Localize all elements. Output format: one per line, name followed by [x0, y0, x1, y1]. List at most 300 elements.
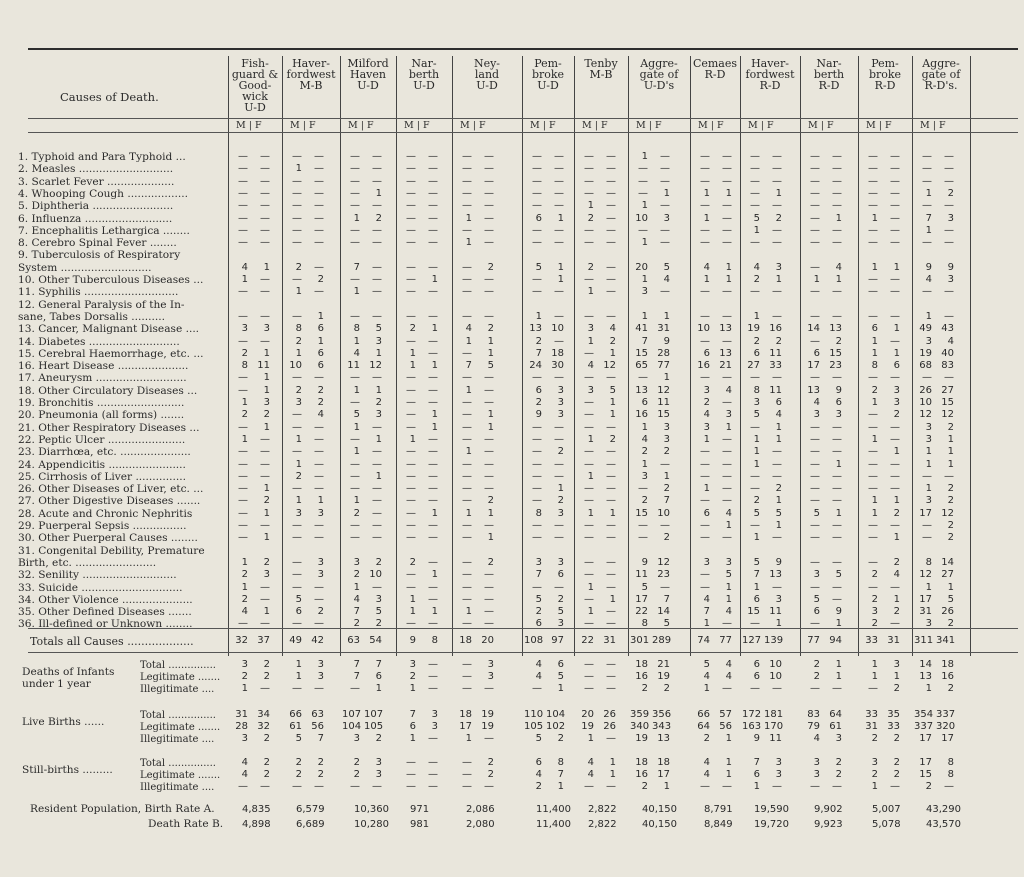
cell-m: 13 [529, 323, 542, 335]
cell-m: 4 [241, 606, 248, 618]
cell-f: — [832, 187, 842, 199]
cell-f: 2 [487, 769, 494, 780]
cell-f: — [722, 446, 732, 458]
cell-f: — [722, 470, 732, 482]
cell-m: 2 [703, 733, 710, 744]
cell-f: — [484, 520, 494, 531]
cell-m: 1 [871, 433, 878, 445]
cell-m: — [238, 372, 248, 384]
cell-m: — [868, 683, 878, 694]
cell-m: 8 [241, 360, 248, 372]
cell-f: 2 [893, 683, 900, 694]
cell-m: — [584, 274, 594, 285]
cell-m: 13 [807, 384, 820, 396]
cell-f: 3 [317, 671, 324, 682]
cell-f: — [372, 163, 382, 175]
cell-f: 9 [835, 384, 842, 396]
cell-f: 2 [375, 733, 382, 744]
cell-m: — [584, 175, 594, 187]
cell-m: 1 [465, 335, 472, 347]
cell-m: 1 [465, 446, 472, 458]
cell-m: — [868, 556, 878, 568]
cell-f: — [428, 335, 438, 347]
cell-f: — [484, 606, 494, 618]
cell-f: 3 [375, 335, 382, 347]
cell-f: 3 [557, 397, 564, 408]
cell-f: — [944, 310, 954, 322]
cell-m: 1 [871, 335, 878, 347]
cell-f: 3 [375, 409, 382, 421]
cell-m: 1 [241, 581, 248, 593]
cell-m: 1 [409, 360, 416, 372]
cell-f: — [772, 458, 782, 470]
cell-m: 4 [241, 757, 248, 768]
cell-m: 108 [524, 635, 544, 646]
cell-m: — [238, 175, 248, 187]
cell-f: — [260, 335, 270, 347]
cell-m: 4 [465, 323, 472, 335]
cell-m: — [750, 483, 760, 495]
mf-header-milford: M | F [348, 120, 374, 131]
cell-m: — [868, 581, 878, 593]
cell-m: — [810, 520, 820, 531]
cell-f: — [484, 372, 494, 384]
cell-m: 3 [925, 433, 932, 445]
cell-m: — [868, 409, 878, 421]
cell-f: — [428, 495, 438, 507]
cell-f: 6 [317, 360, 324, 372]
cell-f: — [554, 175, 564, 187]
cell-m: — [350, 163, 360, 175]
cell-m: 8 [641, 618, 648, 630]
cell-m: — [238, 286, 248, 298]
cell-m: 10 [635, 212, 648, 224]
cell-m: 2 [871, 769, 878, 780]
cell-m: 1 [587, 335, 594, 347]
cell-m: 110 [524, 709, 544, 720]
cell-f: 289 [652, 635, 672, 646]
cell-f: 2 [663, 683, 670, 694]
cell-m: 1 [409, 683, 416, 694]
cell-f: — [722, 310, 732, 322]
cell-f: 1 [263, 606, 270, 618]
cell-f: — [428, 733, 438, 744]
cell-m: 1 [925, 581, 932, 593]
cell-f: — [372, 495, 382, 507]
cell-f: 2 [663, 483, 670, 495]
cell-f: 3 [775, 769, 782, 780]
cell-f: — [314, 618, 324, 630]
cell-m: 19 [581, 721, 594, 732]
cell-f: 170 [764, 721, 784, 732]
cell-f: 1 [893, 347, 900, 359]
cell-f: 77 [719, 635, 732, 646]
cell-f: — [832, 175, 842, 187]
cell-m: — [922, 151, 932, 162]
top-rule [28, 48, 1018, 50]
cell-m: — [292, 310, 302, 322]
cell-m: — [868, 310, 878, 322]
cell-m: — [292, 237, 302, 249]
cell-m: 1 [753, 433, 760, 445]
cell-f: 12 [941, 507, 954, 519]
cell-f: 12 [369, 360, 382, 372]
cell-m: 33 [865, 709, 878, 720]
cell-m: — [406, 781, 416, 792]
cell-m: — [750, 372, 760, 384]
cell-f: — [428, 163, 438, 175]
cell-f: 23 [657, 569, 670, 581]
cell-f: — [944, 781, 954, 792]
cell-m: 10 [919, 397, 932, 408]
cell-m: 5 [753, 556, 760, 568]
cell-m: — [406, 237, 416, 249]
cell-f: 3 [663, 433, 670, 445]
cell-m: — [750, 470, 760, 482]
cell-m: 4 [753, 261, 760, 273]
cell-f: 13 [769, 569, 782, 581]
cell-f: 1 [725, 757, 732, 768]
cell-f: 3 [557, 618, 564, 630]
cell-m: 1 [465, 507, 472, 519]
cell-f: 16 [941, 671, 954, 682]
cell-f: — [260, 458, 270, 470]
cell-m: 7 [353, 261, 360, 273]
cell-m: — [462, 433, 472, 445]
cell-m: 2 [353, 769, 360, 780]
cell-m: 4 [241, 261, 248, 273]
cell-f: — [428, 310, 438, 322]
cell-m: 17 [919, 507, 932, 519]
cell-m: 8 [925, 556, 932, 568]
cell-f: 33 [769, 360, 782, 372]
cell-f: — [772, 470, 782, 482]
cell-f: — [660, 237, 670, 249]
cell-f: — [606, 569, 616, 581]
cell-m: 104 [342, 721, 362, 732]
cell-m: — [238, 458, 248, 470]
cell-m: — [238, 520, 248, 531]
cell-f: 2 [775, 212, 782, 224]
cell-m: — [532, 683, 542, 694]
cell-f: 105 [364, 721, 384, 732]
cell-m: 20 [581, 709, 594, 720]
cell-f: 8 [557, 757, 564, 768]
cell-f: 2 [893, 757, 900, 768]
cell-f: 6 [557, 659, 564, 670]
cell-f: — [314, 151, 324, 162]
cell-f: 6 [835, 397, 842, 408]
cell-f: 2 [835, 757, 842, 768]
cell-f: — [890, 781, 900, 792]
cell-f: — [890, 310, 900, 322]
cell-f: 3 [557, 507, 564, 519]
cell-f: 4 [725, 606, 732, 618]
cell-m: 2 [535, 606, 542, 618]
cell-f: — [660, 163, 670, 175]
mf-header-cemaes: M | F [698, 120, 724, 131]
cell-m: — [584, 310, 594, 322]
cell-f: 1 [263, 421, 270, 433]
cell-f: 341 [936, 635, 956, 646]
death-rate-value: 2,822 [588, 819, 617, 830]
cell-f: 4 [835, 261, 842, 273]
cause-label: 27. Other Digestive Diseases ....... [18, 495, 201, 508]
cell-m: — [532, 458, 542, 470]
cell-m: — [462, 659, 472, 670]
cell-f: 27 [941, 569, 954, 581]
cell-f: 3 [775, 757, 782, 768]
cause-label: 6. Influenza .......................... [18, 212, 173, 225]
mf-header-haverfordwest_mb: M | F [290, 120, 316, 131]
cell-f: 1 [775, 274, 782, 285]
cell-m: 9 [753, 733, 760, 744]
cell-f: — [890, 618, 900, 630]
cell-m: — [292, 618, 302, 630]
cell-m: — [810, 532, 820, 544]
cell-m: — [638, 187, 648, 199]
cell-f: 63 [311, 709, 324, 720]
cell-f: — [428, 347, 438, 359]
cell-f: — [260, 274, 270, 285]
cell-f: 1 [775, 421, 782, 433]
cell-m: 5 [641, 581, 648, 593]
cell-m: — [462, 683, 472, 694]
cell-f: 1 [725, 274, 732, 285]
cell-f: — [428, 593, 438, 605]
cause-label: 23. Diarrhœa, etc. ..................... [18, 446, 191, 459]
cell-m: — [350, 310, 360, 322]
cell-m: — [238, 495, 248, 507]
cell-f: 18 [551, 347, 564, 359]
cell-m: 1 [587, 606, 594, 618]
cell-m: 64 [697, 721, 710, 732]
cell-m: — [406, 372, 416, 384]
cell-f: — [484, 384, 494, 396]
death-rate-label: Death Rate B. [148, 818, 224, 830]
cell-m: — [350, 187, 360, 199]
cell-m: 5 [353, 409, 360, 421]
births-sub: Total ............... [140, 710, 216, 721]
cell-m: — [292, 151, 302, 162]
cell-f: — [890, 163, 900, 175]
cell-f: 3 [431, 721, 438, 732]
cell-f: 3 [263, 323, 270, 335]
cell-f: — [260, 175, 270, 187]
column-header-narberth_ud: Nar- berth U-D [408, 57, 440, 92]
cell-f: 1 [725, 520, 732, 531]
cell-f: 3 [317, 556, 324, 568]
cell-m: — [810, 433, 820, 445]
cell-f: — [372, 421, 382, 433]
cell-f: 3 [375, 769, 382, 780]
cell-f: 2 [375, 212, 382, 224]
cell-f: — [428, 483, 438, 495]
cell-f: 1 [317, 495, 324, 507]
cell-m: — [584, 397, 594, 408]
cell-m: — [700, 781, 710, 792]
cell-f: 4 [893, 569, 900, 581]
cell-m: 1 [753, 781, 760, 792]
cell-m: 340 [630, 721, 650, 732]
cell-f: 2 [557, 593, 564, 605]
cell-f: 8 [947, 769, 954, 780]
cell-f: 2 [947, 421, 954, 433]
cell-f: — [832, 286, 842, 298]
cell-f: 181 [764, 709, 784, 720]
cell-f: — [722, 212, 732, 224]
column-divider [340, 56, 341, 656]
cell-f: — [428, 618, 438, 630]
cause-label: 25. Cirrhosis of Liver ............... [18, 470, 186, 483]
mf-header-narberth_ud: M | F [404, 120, 430, 131]
cell-f: 1 [893, 261, 900, 273]
cell-m: — [292, 200, 302, 212]
cell-f: 28 [657, 347, 670, 359]
cell-m: — [406, 397, 416, 408]
cell-m: 7 [535, 347, 542, 359]
cause-label: 2. Measles ............................ [18, 163, 174, 176]
cell-f: — [722, 618, 732, 630]
cell-m: — [584, 659, 594, 670]
cell-m: 31 [865, 721, 878, 732]
cell-m: 1 [925, 446, 932, 458]
column-header-narberth_rd: Nar- berth R-D [813, 57, 845, 92]
cell-f: — [890, 470, 900, 482]
cell-m: — [868, 446, 878, 458]
cell-f: — [314, 175, 324, 187]
cell-m: 6 [703, 347, 710, 359]
cell-f: 3 [947, 274, 954, 285]
cell-m: 2 [409, 556, 416, 568]
cell-f: — [554, 372, 564, 384]
cell-f: 35 [887, 709, 900, 720]
cell-f: 2 [947, 683, 954, 694]
cell-f: — [428, 671, 438, 682]
cell-f: — [890, 187, 900, 199]
cell-m: — [462, 569, 472, 581]
cell-f: 3 [317, 569, 324, 581]
cell-m: 6 [753, 671, 760, 682]
cell-f: — [832, 372, 842, 384]
cell-f: 3 [893, 384, 900, 396]
cell-m: — [406, 384, 416, 396]
cell-f: 1 [263, 483, 270, 495]
column-divider [970, 56, 971, 656]
cell-f: — [372, 532, 382, 544]
cell-f: — [554, 470, 564, 482]
cell-f: — [484, 175, 494, 187]
births-label: Live Births ...... [22, 716, 105, 728]
cell-m: 8 [353, 323, 360, 335]
cell-f: 1 [725, 421, 732, 433]
cell-m: — [532, 470, 542, 482]
cell-f: 77 [657, 360, 670, 372]
cell-f: 1 [317, 335, 324, 347]
cell-f: 6 [375, 671, 382, 682]
cell-f: — [484, 618, 494, 630]
cell-m: 1 [703, 618, 710, 630]
cell-f: — [722, 163, 732, 175]
cell-f: 5 [609, 384, 616, 396]
cell-m: — [238, 163, 248, 175]
cell-f: — [428, 683, 438, 694]
cell-m: — [462, 520, 472, 531]
cell-m: 2 [535, 781, 542, 792]
cell-f: — [890, 483, 900, 495]
cell-f: 12 [941, 409, 954, 421]
cell-m: — [922, 532, 932, 544]
cell-m: — [462, 458, 472, 470]
cell-f: — [428, 659, 438, 670]
cell-m: 14 [919, 659, 932, 670]
cell-f: — [428, 769, 438, 780]
cell-f: 2 [487, 323, 494, 335]
cell-f: 1 [609, 347, 616, 359]
cell-f: 1 [487, 421, 494, 433]
cell-m: 3 [409, 659, 416, 670]
cell-f: 1 [487, 409, 494, 421]
cell-f: 2 [893, 733, 900, 744]
cell-f: 9 [775, 556, 782, 568]
cell-m: 3 [813, 757, 820, 768]
cell-f: — [314, 163, 324, 175]
cell-m: 1 [409, 593, 416, 605]
cell-m: 2 [241, 347, 248, 359]
cell-m: — [406, 757, 416, 768]
cell-f: 7 [663, 495, 670, 507]
cell-m: 4 [535, 659, 542, 670]
cause-label: 7. Encephalitis Lethargica ........ [18, 224, 190, 237]
cell-m: 8 [295, 323, 302, 335]
cell-m: 15 [919, 769, 932, 780]
cell-m: — [406, 163, 416, 175]
cell-m: — [406, 335, 416, 347]
cell-f: — [722, 151, 732, 162]
cell-m: — [868, 175, 878, 187]
cell-m: 1 [871, 397, 878, 408]
cell-f: 3 [487, 671, 494, 682]
cell-m: — [750, 286, 760, 298]
cell-m: — [238, 200, 248, 212]
cell-f: 1 [375, 470, 382, 482]
cell-m: 6 [753, 769, 760, 780]
cell-f: — [890, 458, 900, 470]
cell-m: — [350, 237, 360, 249]
cell-f: 3 [263, 397, 270, 408]
cell-m: — [532, 483, 542, 495]
cell-f: 3 [431, 709, 438, 720]
cell-m: — [700, 532, 710, 544]
cell-f: — [890, 421, 900, 433]
cell-f: 43 [941, 323, 954, 335]
cell-m: 3 [241, 323, 248, 335]
cause-label: 4. Whooping Cough .................. [18, 187, 188, 200]
cell-m: 2 [753, 274, 760, 285]
cell-f: 4 [317, 409, 324, 421]
cell-f: — [832, 781, 842, 792]
cell-f: 1 [609, 409, 616, 421]
cell-m: — [462, 286, 472, 298]
mf-header-pembroke_ud: M | F [530, 120, 556, 131]
population-value: 2,822 [588, 804, 617, 815]
cell-m: — [462, 483, 472, 495]
cell-m: 5 [535, 733, 542, 744]
cell-m: 13 [919, 671, 932, 682]
cell-f: — [944, 175, 954, 187]
cell-m: — [462, 347, 472, 359]
cell-m: — [462, 261, 472, 273]
